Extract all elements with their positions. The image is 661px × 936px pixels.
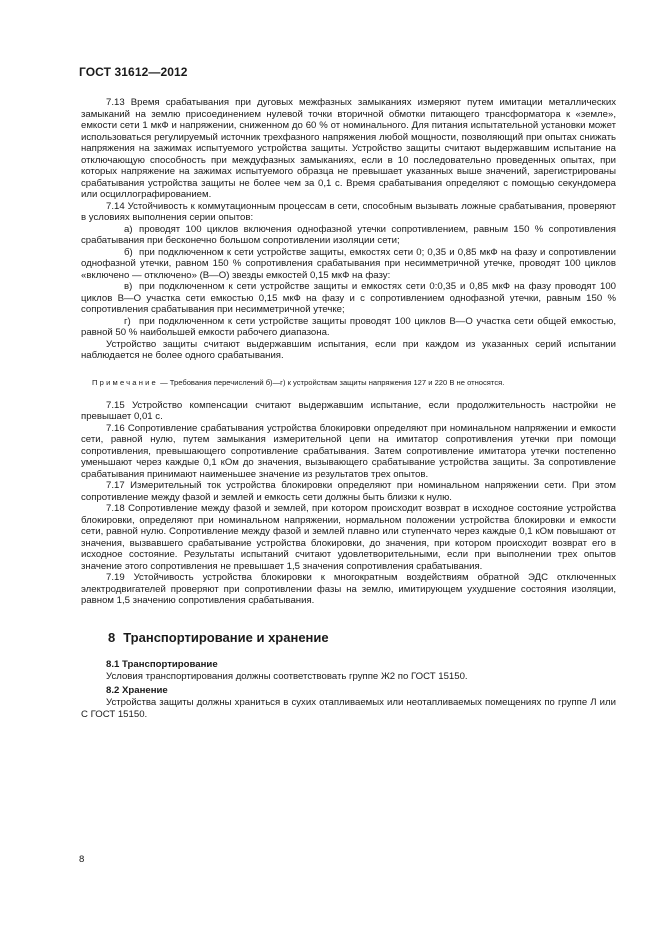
subsection-8-1-text: Условия транспортирования должны соответствовать группе Ж2 по ГОСТ 15150. xyxy=(106,670,468,682)
list-text: при подключенном к сети устройстве защиты и емкостях сети 0:0,35 и 0,85 мкФ на фазу проводят 100 циклов В—О участка сети емкостью 0,15 мкФ на фазу и с сопротивлением однофазной утечки, равным 150 % сопротивления срабатывания при несимметричной утечке; xyxy=(81,281,616,315)
section-8-heading xyxy=(108,630,616,645)
list-label: а) xyxy=(124,223,133,235)
list-item-g xyxy=(81,316,616,339)
subsection-8-1-heading: 8.1 Транспортирование xyxy=(106,658,218,670)
list-text: при подключенном к сети устройстве защиты проводят 100 циклов В—О участка сети общей емкостью, равной 50 % наибольшей емкости рабочего диапазона. xyxy=(81,315,616,338)
list-text: при подключенном к сети устройстве защиты, емкостях сети 0; 0,35 и 0,85 мкФ на фазу и сопротивлении однофазной утечки, равном 150 % сопротивления срабатывания при несимметричной утечке, проводят 100 циклов «включено — отключено» (В—О) звезды емкостей 0,15 мкФ на фазу: xyxy=(81,246,616,281)
page-number: 8 xyxy=(79,854,85,865)
paragraph-7-13: 7.13 Время срабатывания при дуговых межфазных замыканиях измеряют путем имитации металлических замыканий на землю присоединением нулевой точки вторичной обмотки питающего трансформатора к «земле», емкости сети 1 мкФ и напряжении, сниженном до 60 % от номинального. Для питания испытательной установки может использоваться регулируемый источник трехфазного напряжения любой мощности, позволяющий при опытах снижать напряжения на зажимах испытуемого устройства защиты. Устройство защиты считают выдержавшим испытание на отключающую способность при междуфазных замыканиях, если в 10 последовательно проведенных опытах, при которых напряжение на зажимах испытуемого образца не превышает указанных выше значений, зарегистрированы срабатывания устройства защиты не более чем за 0,1 с. Время срабатывания определяют с помощью секундомера или осциллографированием. xyxy=(81,97,616,200)
note-label: Примечание xyxy=(92,377,158,387)
list-label: в) xyxy=(124,281,133,292)
paragraph-7-14: 7.14 Устойчивость к коммутационным процессам в сети, способным вызывать ложные срабатывания, проверяют в условиях выполнения серии опытов: xyxy=(81,200,616,223)
list-item-v xyxy=(81,281,616,316)
subsection-8-2-heading: 8.2 Хранение xyxy=(106,685,168,696)
section-number: 8 xyxy=(108,629,116,645)
section-title: Транспортирование и хранение xyxy=(123,629,329,645)
page-body xyxy=(81,97,616,720)
list-label: б) xyxy=(124,246,133,258)
paragraph-7-19: 7.19 Устойчивость устройства блокировки к многократным воздействиям обратной ЭДС отключенных электродвигателей проверяют при сопротивлении фазы на землю, имитирующем ухудшение состояния изоляции, равном 1,5 значению сопротивления срабатывания. xyxy=(81,572,616,606)
list-item-b xyxy=(81,247,616,282)
note-text: — Требования перечислений б)—г) к устройствам защиты напряжения 127 и 220 В не относятся. xyxy=(157,377,505,387)
paragraph-7-16: 7.16 Сопротивление срабатывания устройства блокировки определяют при номинальном напряжении и емкости сети, равной нулю, путем замыкания измерительной цепи на имитатор сопротивления утечки при помощи сопротивления, превышающего сопротивление срабатывания. Затем сопротивление имитатора утечки постепенно уменьшают через каждые 0,1 кОм до значения, вызывающего срабатывание устройства защиты. За сопротивление срабатывания принимают наименьшее значение из результатов трех опытов. xyxy=(81,422,616,480)
paragraph-7-17: 7.17 Измерительный ток устройства блокировки определяют при номинальном напряжении сети. При этом сопротивление между фазой и землей и емкость сети должны быть близки к нулю. xyxy=(81,480,616,503)
subsection-8-2-text: Устройства защиты должны храниться в сухих отапливаемых или неотапливаемых помещениях по группе Л или С ГОСТ 15150. xyxy=(81,697,616,720)
list-text: проводят 100 циклов включения однофазной утечки сопротивлением, равным 150 % сопротивления срабатывания при бесконечно большом сопротивлении изоляции сети; xyxy=(81,223,616,246)
paragraph-7-14-conclusion: Устройство защиты считают выдержавшим испытания, если при каждом из указанных серий испытании наблюдается не более одного срабатывания. xyxy=(81,338,616,361)
note xyxy=(81,378,616,388)
paragraph-7-15: 7.15 Устройство компенсации считают выдержавшим испытание, если продолжительность настройки не превышает 0,01 с. xyxy=(81,399,616,422)
paragraph-7-18: 7.18 Сопротивление между фазой и землей, при котором происходит возврат в исходное состояние устройства блокировки, определяют при номинальном напряжении, нормальном положении устройства блокировки и емкости сети, равной нулю. Сопротивление между фазой и землей плавно или ступенчато через каждые 0,1 кОм повышают от значения, вызвавшего срабатывание устройства блокировки, до значения, при котором происходит возврат его в исходное состояние. Результаты испытаний считают удовлетворительными, если при выполнении трех опытов значение этого сопротивления не превышает 1,5 значения сопротивления срабатывания. xyxy=(81,503,616,572)
list-item-a xyxy=(81,224,616,247)
document-header: ГОСТ 31612—2012 xyxy=(79,65,188,79)
list-label: г) xyxy=(124,315,131,327)
